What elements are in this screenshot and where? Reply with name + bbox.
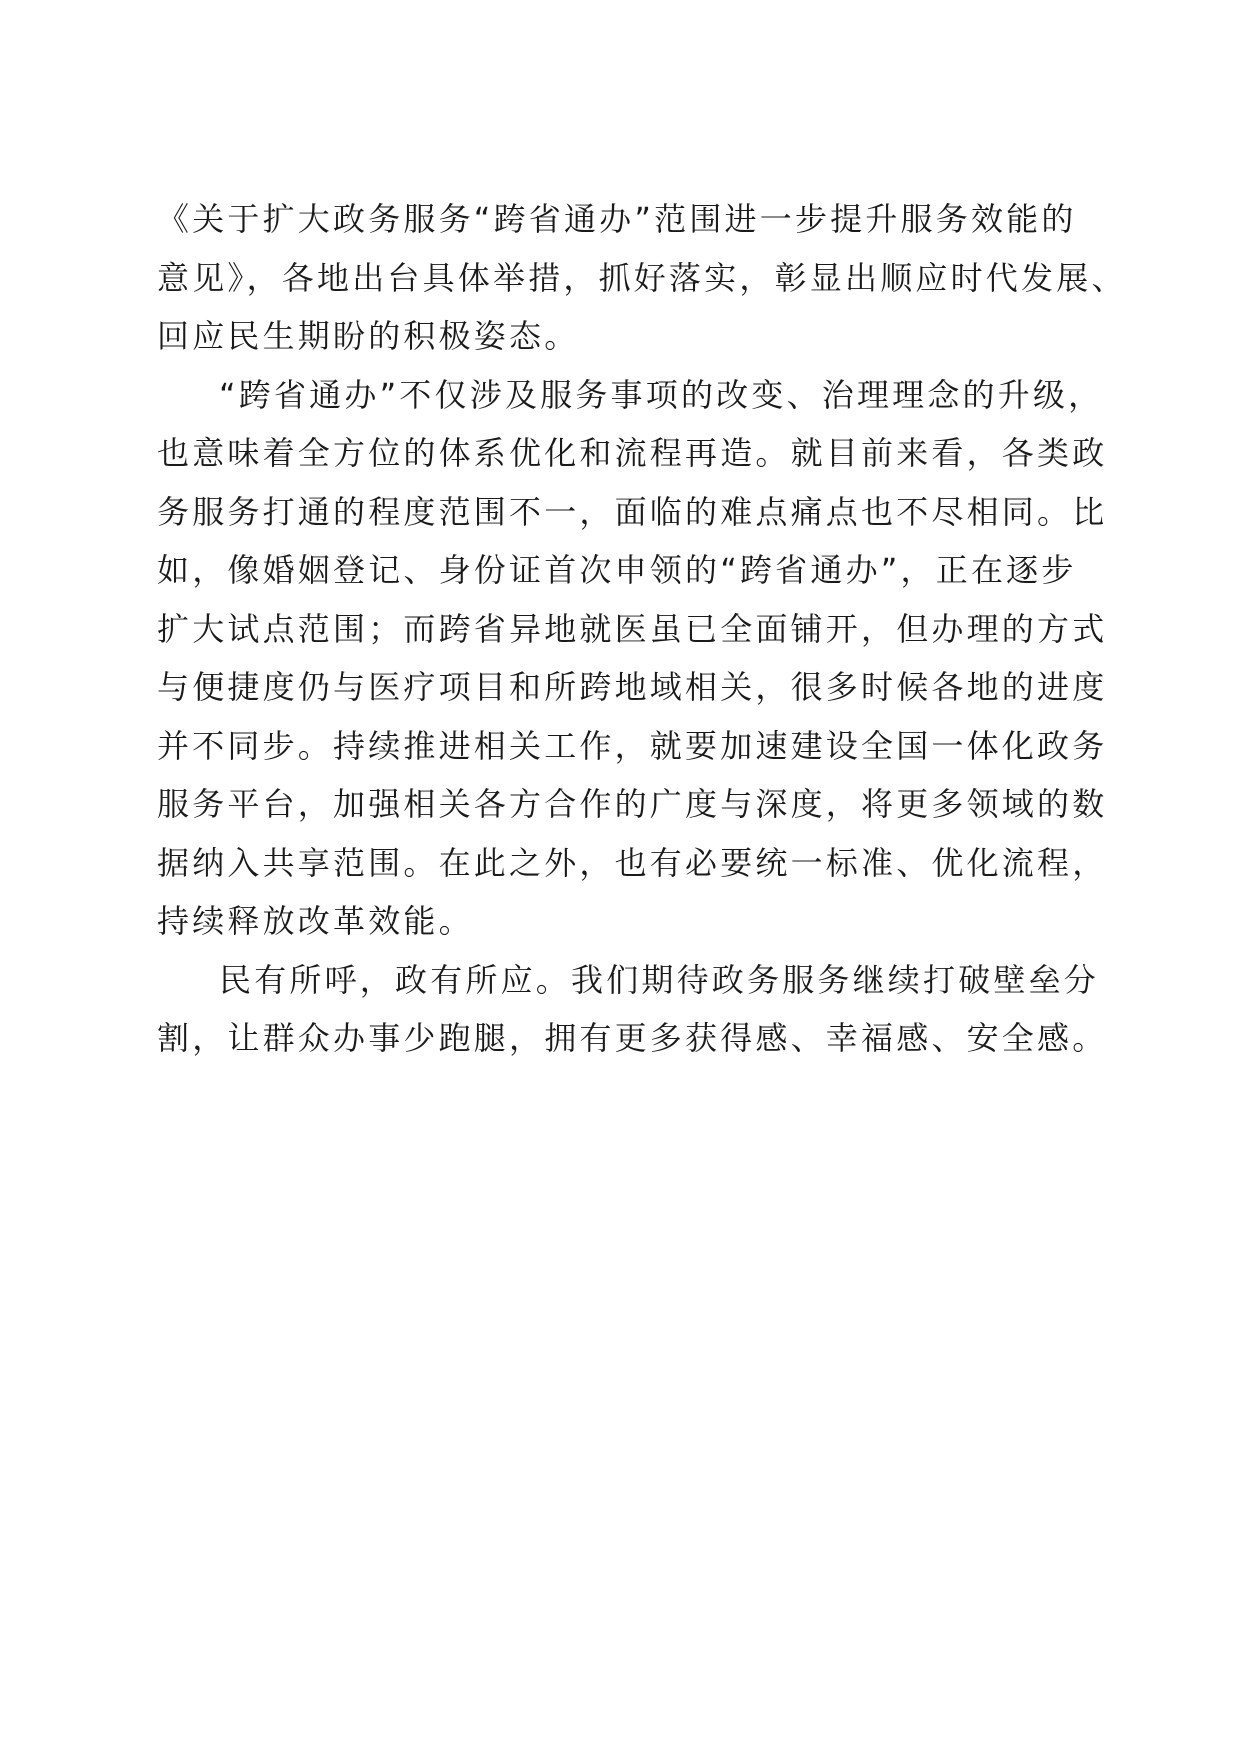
text-line: 务服务打通的程度范围不一，面临的难点痛点也不尽相同。比: [157, 492, 1108, 531]
paragraph-1: [157, 190, 1127, 366]
paragraph-2: [157, 366, 1108, 951]
text-line: 持续释放改革效能。: [157, 902, 474, 940]
text-line: 据纳入共享范围。在此之外，也有必要统一标准、优化流程，: [157, 843, 1108, 882]
text-line: 意见》，各地出台具体举措，抓好落实，彰显出顺应时代发展、: [157, 258, 1127, 297]
text-line: 与便捷度仍与医疗项目和所跨地域相关，很多时候各地的进度: [157, 668, 1108, 706]
article-body: [157, 190, 1127, 1068]
text-line: 扩大试点范围；而跨省异地就医虽已全面铺开，但办理的方式: [157, 609, 1108, 648]
text-line: “跨省通办”不仅涉及服务事项的改变、治理理念的升级，: [219, 375, 1104, 414]
paragraph-3: [157, 951, 1108, 1068]
text-line: 民有所呼，政有所应。我们期待政务服务继续打破壁垒分: [219, 960, 1100, 999]
text-line: 服务平台，加强相关各方合作的广度与深度，将更多领域的数: [157, 785, 1108, 823]
text-line: 割，让群众办事少跑腿，拥有更多获得感、幸福感、安全感。: [157, 1019, 1108, 1057]
text-line: 《关于扩大政务服务“跨省通办”范围进一步提升服务效能的: [157, 200, 1077, 238]
text-line: 并不同步。持续推进相关工作，就要加速建设全国一体化政务: [157, 726, 1108, 765]
text-line: 回应民生期盼的积极姿态。: [157, 317, 580, 355]
text-line: 也意味着全方位的体系优化和流程再造。就目前来看，各类政: [157, 434, 1108, 472]
text-line: 如，像婚姻登记、身份证首次申领的“跨省通办”，正在逐步: [157, 551, 1077, 589]
